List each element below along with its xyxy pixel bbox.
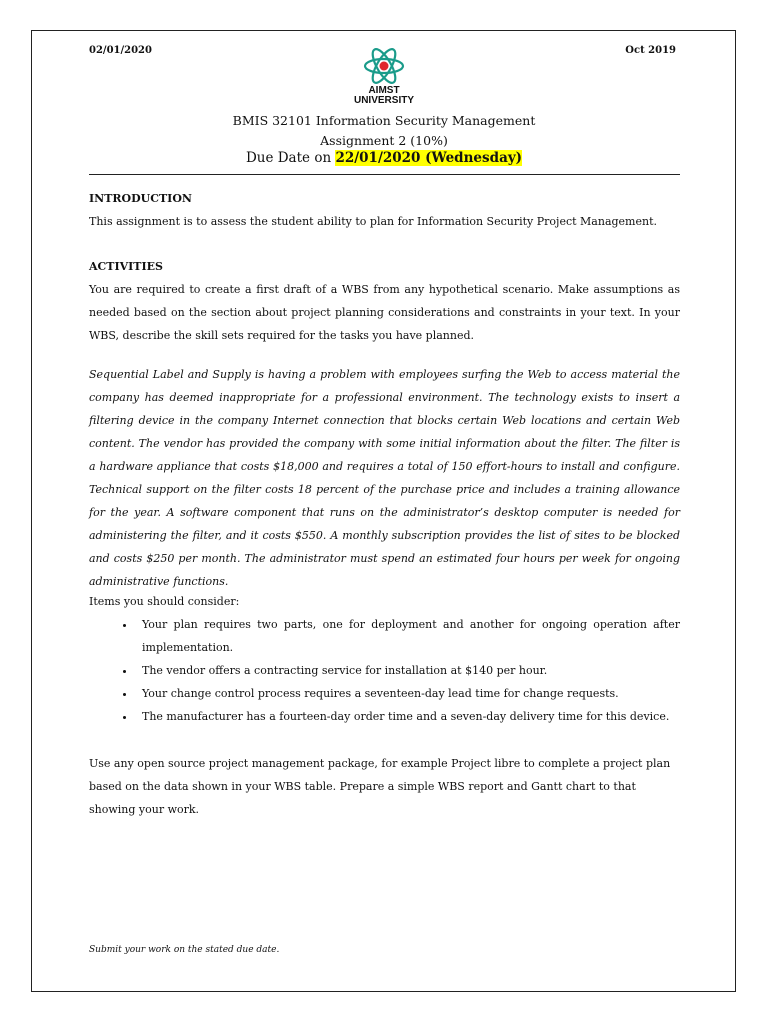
header-date-right: Oct 2019 [625,45,676,56]
consider-list [89,613,680,728]
consider-section [89,590,680,728]
university-name-line2: UNIVERSITY [353,95,414,106]
university-name-line1: AIMST [368,85,400,96]
scenario-paragraph: Sequential Label and Supply is having a problem with employees surfing the Web to access material the company has deemed inappropriate for a professional environment. The technology exists to insert a filtering device in the company Internet connection that blocks certain Web locations and certain Web content. The vendor has provided the company with some initial information about the filter. The filter is a hardware appliance that costs $18,000 and requires a total of 150 effort-hours to install and configure. Technical support on the filter costs 18 percent of the purchase price and includes a training allowance for the year. A software component that runs on the administrator’s desktop computer is needed for administering the filter, and it costs $550. A monthly subscription provides the list of sites to be blocked and costs $250 per month. The administrator must spend an estimated four hours per week for ongoing administrative functions. [89,368,680,588]
due-date-line [0,150,768,166]
header-divider [89,174,680,175]
closing-paragraph: Use any open source project management package, for example Project libre to complete a project plan based on the data shown in your WBS table. Prepare a simple WBS report and Gantt chart to that showing your work. [89,757,671,816]
due-date-highlight: 22/01/2020 (Wednesday) [335,150,523,166]
activities-heading: ACTIVITIES [89,260,163,273]
consider-intro: Items you should consider: [89,595,240,608]
due-date-prefix: Due Date on [245,150,336,166]
header-date-left: 02/01/2020 [89,45,152,56]
assignment-title: Assignment 2 (10%) [320,133,448,148]
list-item: • The manufacturer has a fourteen-day order time and a seven-day delivery time for this device. [136,705,680,728]
activities-section [89,255,680,347]
introduction-text: This assignment is to assess the student ability to plan for Information Security Project Management. [89,215,657,228]
list-item: • Your change control process requires a seventeen-day lead time for change requests. [136,682,680,705]
activities-text: You are required to create a first draft of a WBS from any hypothetical scenario. Make assumptions as needed based on the section about project planning considerations and constraints in your text. In your WBS, describe the skill sets required for the tasks you have planned. [89,283,680,342]
course-title: BMIS 32101 Information Security Management [232,113,536,128]
atom-logo-icon [360,46,408,86]
introduction-section [89,187,680,233]
footer-note: Submit your work on the stated due date. [89,945,280,955]
introduction-heading: INTRODUCTION [89,192,192,205]
list-item: • Your plan requires two parts, one for deployment and another for ongoing operation after implementation. [136,613,680,659]
list-item: • The vendor offers a contracting service for installation at $140 per hour. [136,659,680,682]
